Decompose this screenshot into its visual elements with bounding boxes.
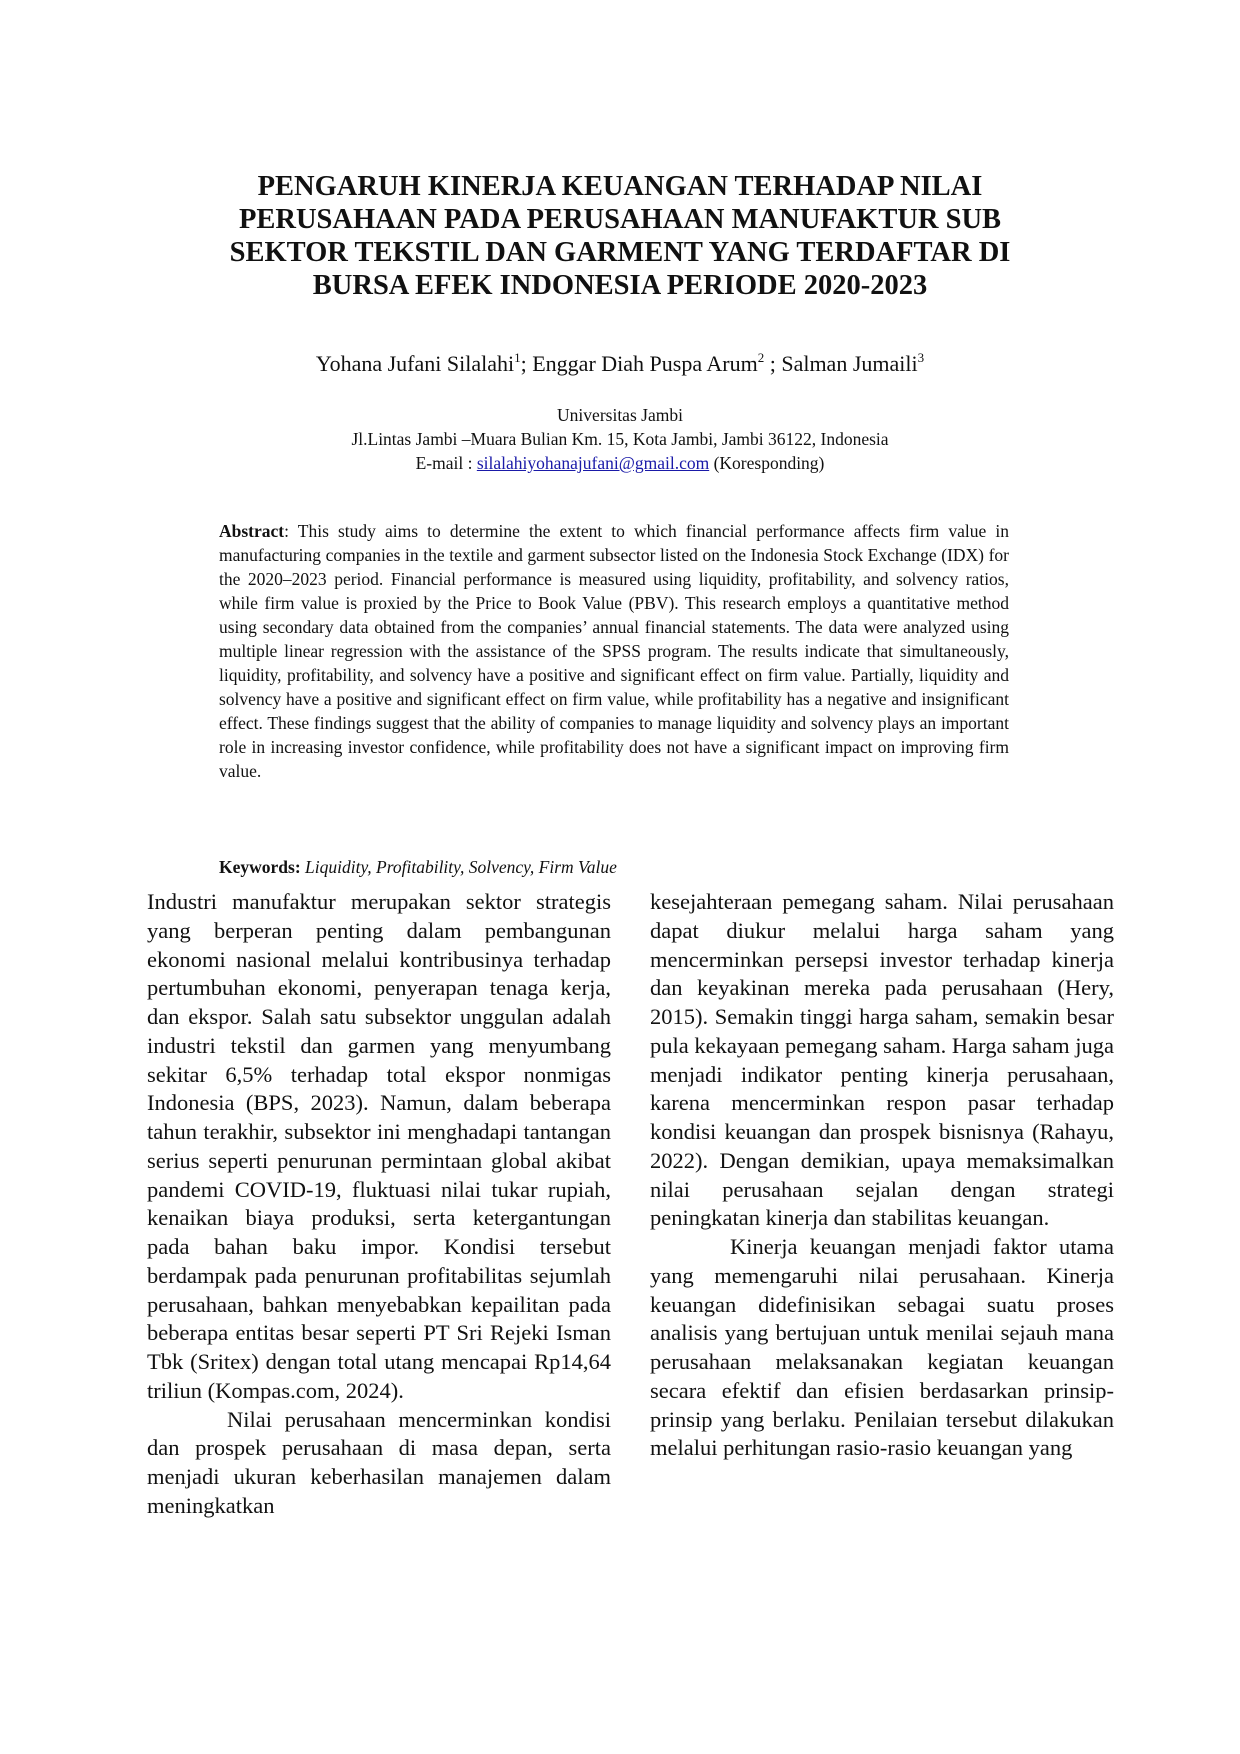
keywords-text: Liquidity, Profitability, Solvency, Firm Value xyxy=(305,857,617,877)
university-name: Universitas Jambi xyxy=(557,405,683,425)
email-link[interactable]: silalahiyohanajufani@gmail.com xyxy=(476,453,710,473)
affiliation-block xyxy=(150,403,1090,475)
body-paragraph: kesejahteraan pemegang saham. Nilai perusahaan dapat diukur melalui harga saham yang mencerminkan persepsi investor terhadap kinerja dan keyakinan mereka pada perusahaan (Hery, 2015). Semakin tinggi harga saham, semakin besar pula kekayaan pemegang saham. Harga saham juga menjadi indikator penting kinerja perusahaan, karena mencerminkan respon pasar terhadap kondisi keuangan dan prospek bisnisnya (Rahayu, 2022). Dengan demikian, upaya memaksimalkan nilai perusahaan sejalan dengan strategi peningkatan kinerja dan stabilitas keuangan. xyxy=(650,889,1114,1231)
abstract-text: : This study aims to determine the extent to which financial performance affects firm value in manufacturing companies in the textile and garment subsector listed on the Indonesia Stock Exchange (IDX) for the 2020–2023 period. Financial performance is measured using liquidity, profitability, and solvency ratios, while firm value is proxied by the Price to Book Value (PBV). This research employs a quantitative method using secondary data obtained from the companies’ annual financial statements. The data were analyzed using multiple linear regression with the assistance of the SPSS program. The results indicate that simultaneously, liquidity, profitability, and solvency have a positive and significant effect on firm value. Partially, liquidity and solvency have a positive and significant effect on firm value, while profitability has a negative and insignificant effect. These findings suggest that the ability of companies to manage liquidity and solvency plays an important role in increasing investor confidence, while profitability does not have a significant impact on improving firm value. xyxy=(219,521,1009,781)
body-paragraph: Industri manufaktur merupakan sektor strategis yang berperan penting dalam pembangunan ekonomi nasional melalui kontribusinya terhadap pertumbuhan ekonomi, penyerapan tenaga kerja, dan ekspor. Salah satu subsektor unggulan adalah industri tekstil dan garmen yang menyumbang sekitar 6,5% terhadap total ekspor nonmigas Indonesia (BPS, 2023). Namun, dalam beberapa tahun terakhir, subsektor ini menghadapi tantangan serius seperti penurunan permintaan global akibat pandemi COVID-19, fluktuasi nilai tukar rupiah, kenaikan biaya produksi, serta ketergantungan pada bahan baku impor. Kondisi tersebut berdampak pada penurunan profitabilitas sejumlah perusahaan, bahkan menyebabkan kepailitan pada beberapa entitas besar seperti PT Sri Rejeki Isman Tbk (Sritex) dengan total utang mencapai Rp14,64 triliun (Kompas.com, 2024). xyxy=(147,889,611,1403)
university-address: Jl.Lintas Jambi –Muara Bulian Km. 15, Kota Jambi, Jambi 36122, Indonesia xyxy=(351,429,889,449)
body-paragraph: Nilai perusahaan mencerminkan kondisi dan prospek perusahaan di masa depan, serta menjadi ukuran keberhasilan manajemen dalam meningkatkan xyxy=(147,1406,611,1518)
email-line xyxy=(150,451,1090,475)
keywords xyxy=(219,855,1009,879)
email-prefix: E-mail : xyxy=(415,453,477,473)
keywords-label: Keywords: xyxy=(219,857,301,877)
author-affiliation-marker: 2 xyxy=(757,350,765,365)
email-suffix: (Koresponding) xyxy=(709,453,825,473)
title-line: PENGARUH KINERJA KEUANGAN TERHADAP NILAI xyxy=(257,171,983,202)
author-affiliation-marker: 1 xyxy=(514,350,521,365)
author-affiliation-marker: 3 xyxy=(917,350,925,365)
author-separator: ; xyxy=(520,351,533,376)
author-list xyxy=(150,350,1090,378)
title-line: PERUSAHAAN PADA PERUSAHAAN MANUFAKTUR SUB xyxy=(238,204,1002,235)
author-name: Yohana Jufani Silalahi xyxy=(315,351,515,376)
title-line: SEKTOR TEKSTIL DAN GARMENT YANG TERDAFTAR DI xyxy=(229,237,1011,268)
abstract-label: Abstract xyxy=(219,521,285,541)
title-line: BURSA EFEK INDONESIA PERIODE 2020-2023 xyxy=(312,270,928,301)
body-column-right xyxy=(650,888,1114,1463)
author-name: Salman Jumaili xyxy=(781,351,918,376)
author-name: Enggar Diah Puspa Arum xyxy=(532,351,758,376)
author-separator: ; xyxy=(764,351,782,376)
body-column-left xyxy=(147,888,611,1521)
abstract xyxy=(219,519,1009,783)
paper-title xyxy=(150,170,1090,302)
body-paragraph: Kinerja keuangan menjadi faktor utama yang memengaruhi nilai perusahaan. Kinerja keuangan didefinisikan sebagai suatu proses analisis yang bertujuan untuk menilai sejauh mana perusahaan melaksanakan kegiatan keuangan secara efektif dan efisien berdasarkan prinsip-prinsip yang berlaku. Penilaian tersebut dilakukan melalui perhitungan rasio-rasio keuangan yang xyxy=(650,1234,1114,1461)
